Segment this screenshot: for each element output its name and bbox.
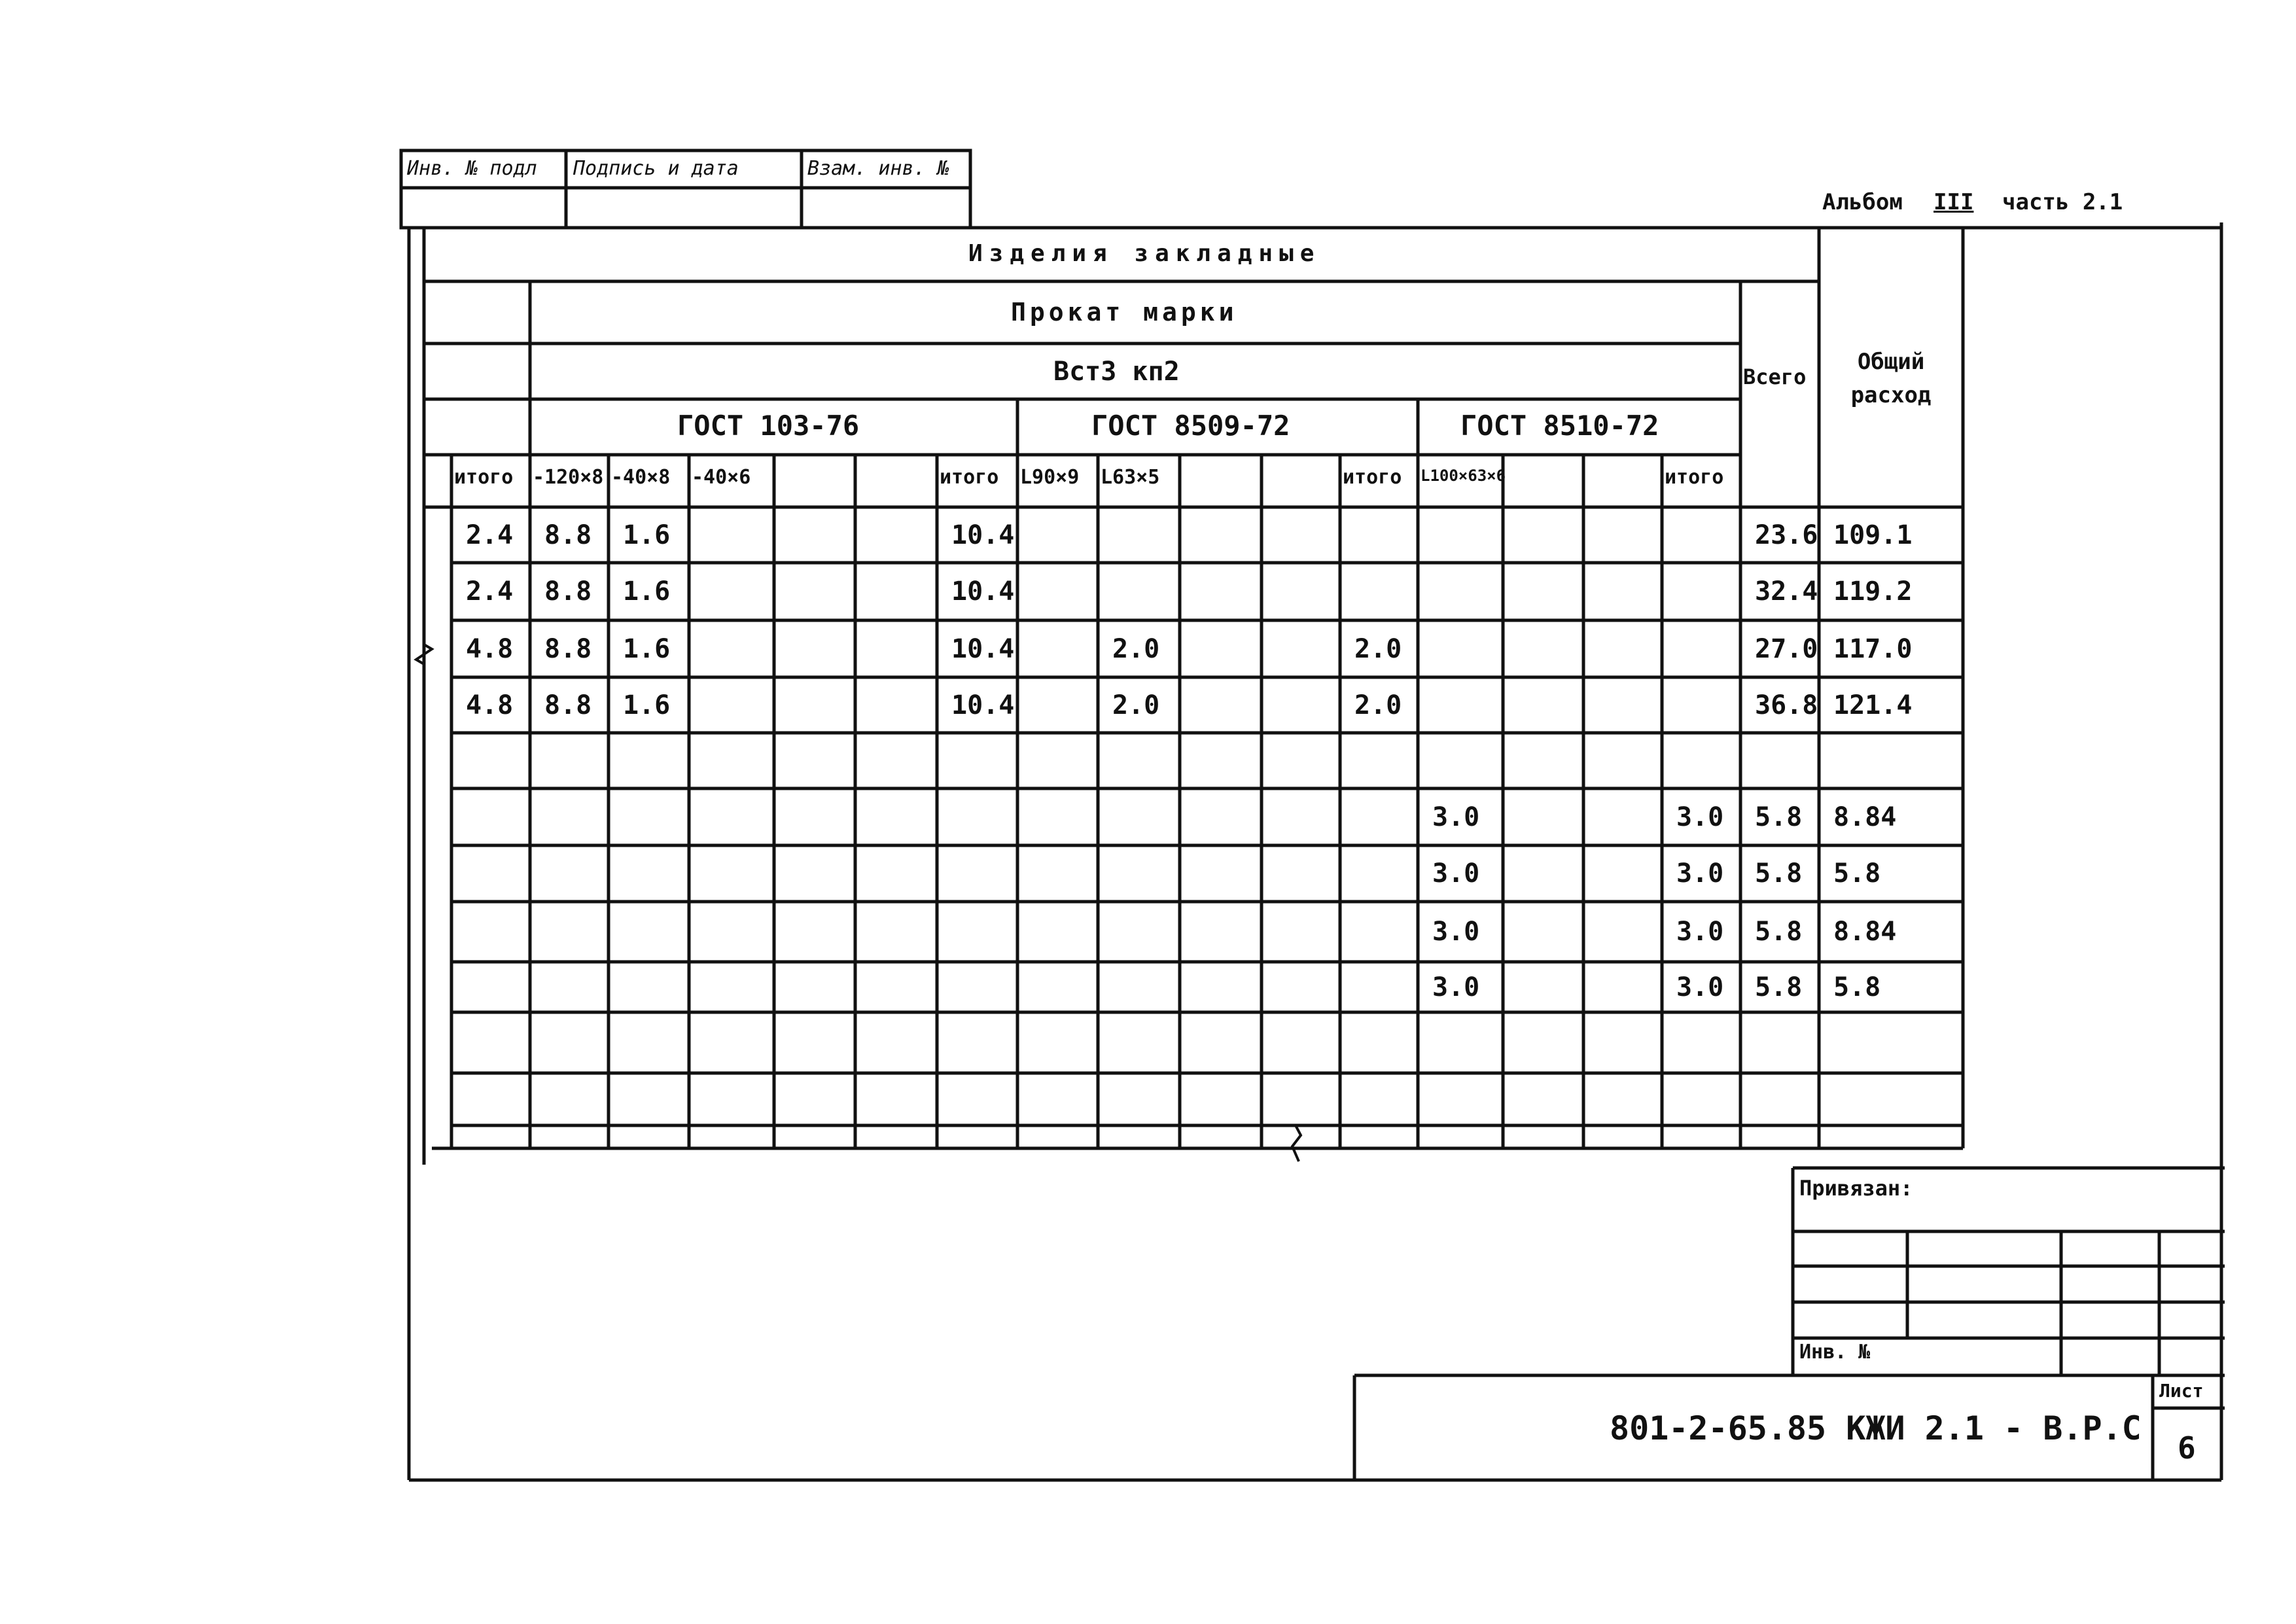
table-cell: 8.84: [1833, 917, 1897, 947]
table-cell: 2.0: [1354, 633, 1402, 664]
document-code: 801-2-65.85 КЖИ 2.1 - В.Р.С: [1610, 1409, 2142, 1447]
table-cell: 2.0: [1354, 690, 1402, 720]
table-cell: 8.8: [544, 690, 592, 720]
table-cell: 109.1: [1833, 520, 1913, 550]
table-cell: 36.8: [1755, 690, 1818, 720]
table-cell: 8.8: [544, 576, 592, 607]
table-cell: 8.8: [544, 520, 592, 550]
table-cell: 3.0: [1676, 917, 1724, 947]
album-label: Альбом: [1822, 189, 1903, 215]
table-cell: 5.8: [1833, 858, 1881, 889]
column-subheader: итого: [940, 466, 999, 489]
table-cell: 3.0: [1432, 858, 1480, 889]
table-cell: 10.4: [951, 690, 1015, 720]
gost-8509-header: ГОСТ 8509-72: [1091, 410, 1290, 442]
table-title: Изделия закладные: [968, 240, 1321, 267]
stamp-signature-date: Подпись и дата: [573, 157, 739, 180]
table-cell: 23.6: [1755, 520, 1818, 550]
table-cell: 27.0: [1755, 633, 1818, 664]
table-cell: 5.8: [1755, 802, 1803, 832]
column-subheader: L90×9: [1020, 466, 1080, 489]
gost-8510-header: ГОСТ 8510-72: [1460, 410, 1659, 442]
table-cell: 3.0: [1676, 972, 1724, 1002]
stamp-vzam-inv: Взам. инв. №: [807, 157, 949, 180]
table-cell: 5.8: [1755, 972, 1803, 1002]
table-cell: 1.6: [623, 633, 671, 664]
column-subheader: -120×8: [533, 466, 604, 489]
table-cell: 2.0: [1112, 690, 1160, 720]
table-cell: 3.0: [1432, 802, 1480, 832]
gost-103-header: ГОСТ 103-76: [677, 410, 860, 442]
sheet-number: 6: [2178, 1430, 2196, 1466]
table-cell: 32.4: [1755, 576, 1818, 607]
table-cell: 4.8: [466, 633, 514, 664]
column-subheader: L100×63×6: [1421, 467, 1506, 485]
rolled-steel-label: Прокат марки: [1011, 298, 1238, 327]
table-cell: 5.8: [1833, 972, 1881, 1002]
table-cell: 3.0: [1676, 858, 1724, 889]
column-subheader: итого: [1665, 466, 1724, 489]
column-subheader: итого: [1343, 466, 1402, 489]
table-cell: 3.0: [1432, 917, 1480, 947]
table-cell: 10.4: [951, 633, 1015, 664]
inv-no-label: Инв. №: [1799, 1341, 1871, 1364]
table-cell: 2.0: [1112, 633, 1160, 664]
column-subheader: -40×8: [611, 466, 671, 489]
column-subheader: -40×6: [692, 466, 751, 489]
table-cell: 1.6: [623, 690, 671, 720]
table-cell: 3.0: [1432, 972, 1480, 1002]
table-cell: 119.2: [1833, 576, 1913, 607]
album-number: III: [1934, 189, 1974, 215]
table-cell: 8.84: [1833, 802, 1897, 832]
sheet-label: Лист: [2159, 1380, 2204, 1402]
album-part: часть 2.1: [2002, 189, 2123, 215]
privyazan-label: Привязан:: [1799, 1176, 1913, 1201]
table-cell: 8.8: [544, 633, 592, 664]
steel-grade: Вст3 кп2: [1053, 357, 1180, 387]
total-header: Всего: [1743, 364, 1807, 389]
table-cell: 117.0: [1833, 633, 1913, 664]
table-cell: 3.0: [1676, 802, 1724, 832]
table-cell: 2.4: [466, 576, 514, 607]
table-cell: 121.4: [1833, 690, 1913, 720]
table-cell: 5.8: [1755, 858, 1803, 889]
table-cell: 2.4: [466, 520, 514, 550]
table-cell: 4.8: [466, 690, 514, 720]
table-cell: 1.6: [623, 576, 671, 607]
table-cell: 5.8: [1755, 917, 1803, 947]
general-consumption-header: Общий расход: [1850, 349, 1932, 408]
table-cell: 10.4: [951, 576, 1015, 607]
stamp-inv-podl: Инв. № подл: [407, 157, 537, 180]
column-subheader: L63×5: [1101, 466, 1160, 489]
table-cell: 10.4: [951, 520, 1015, 550]
column-subheader: итого: [454, 466, 514, 489]
table-cell: 1.6: [623, 520, 671, 550]
